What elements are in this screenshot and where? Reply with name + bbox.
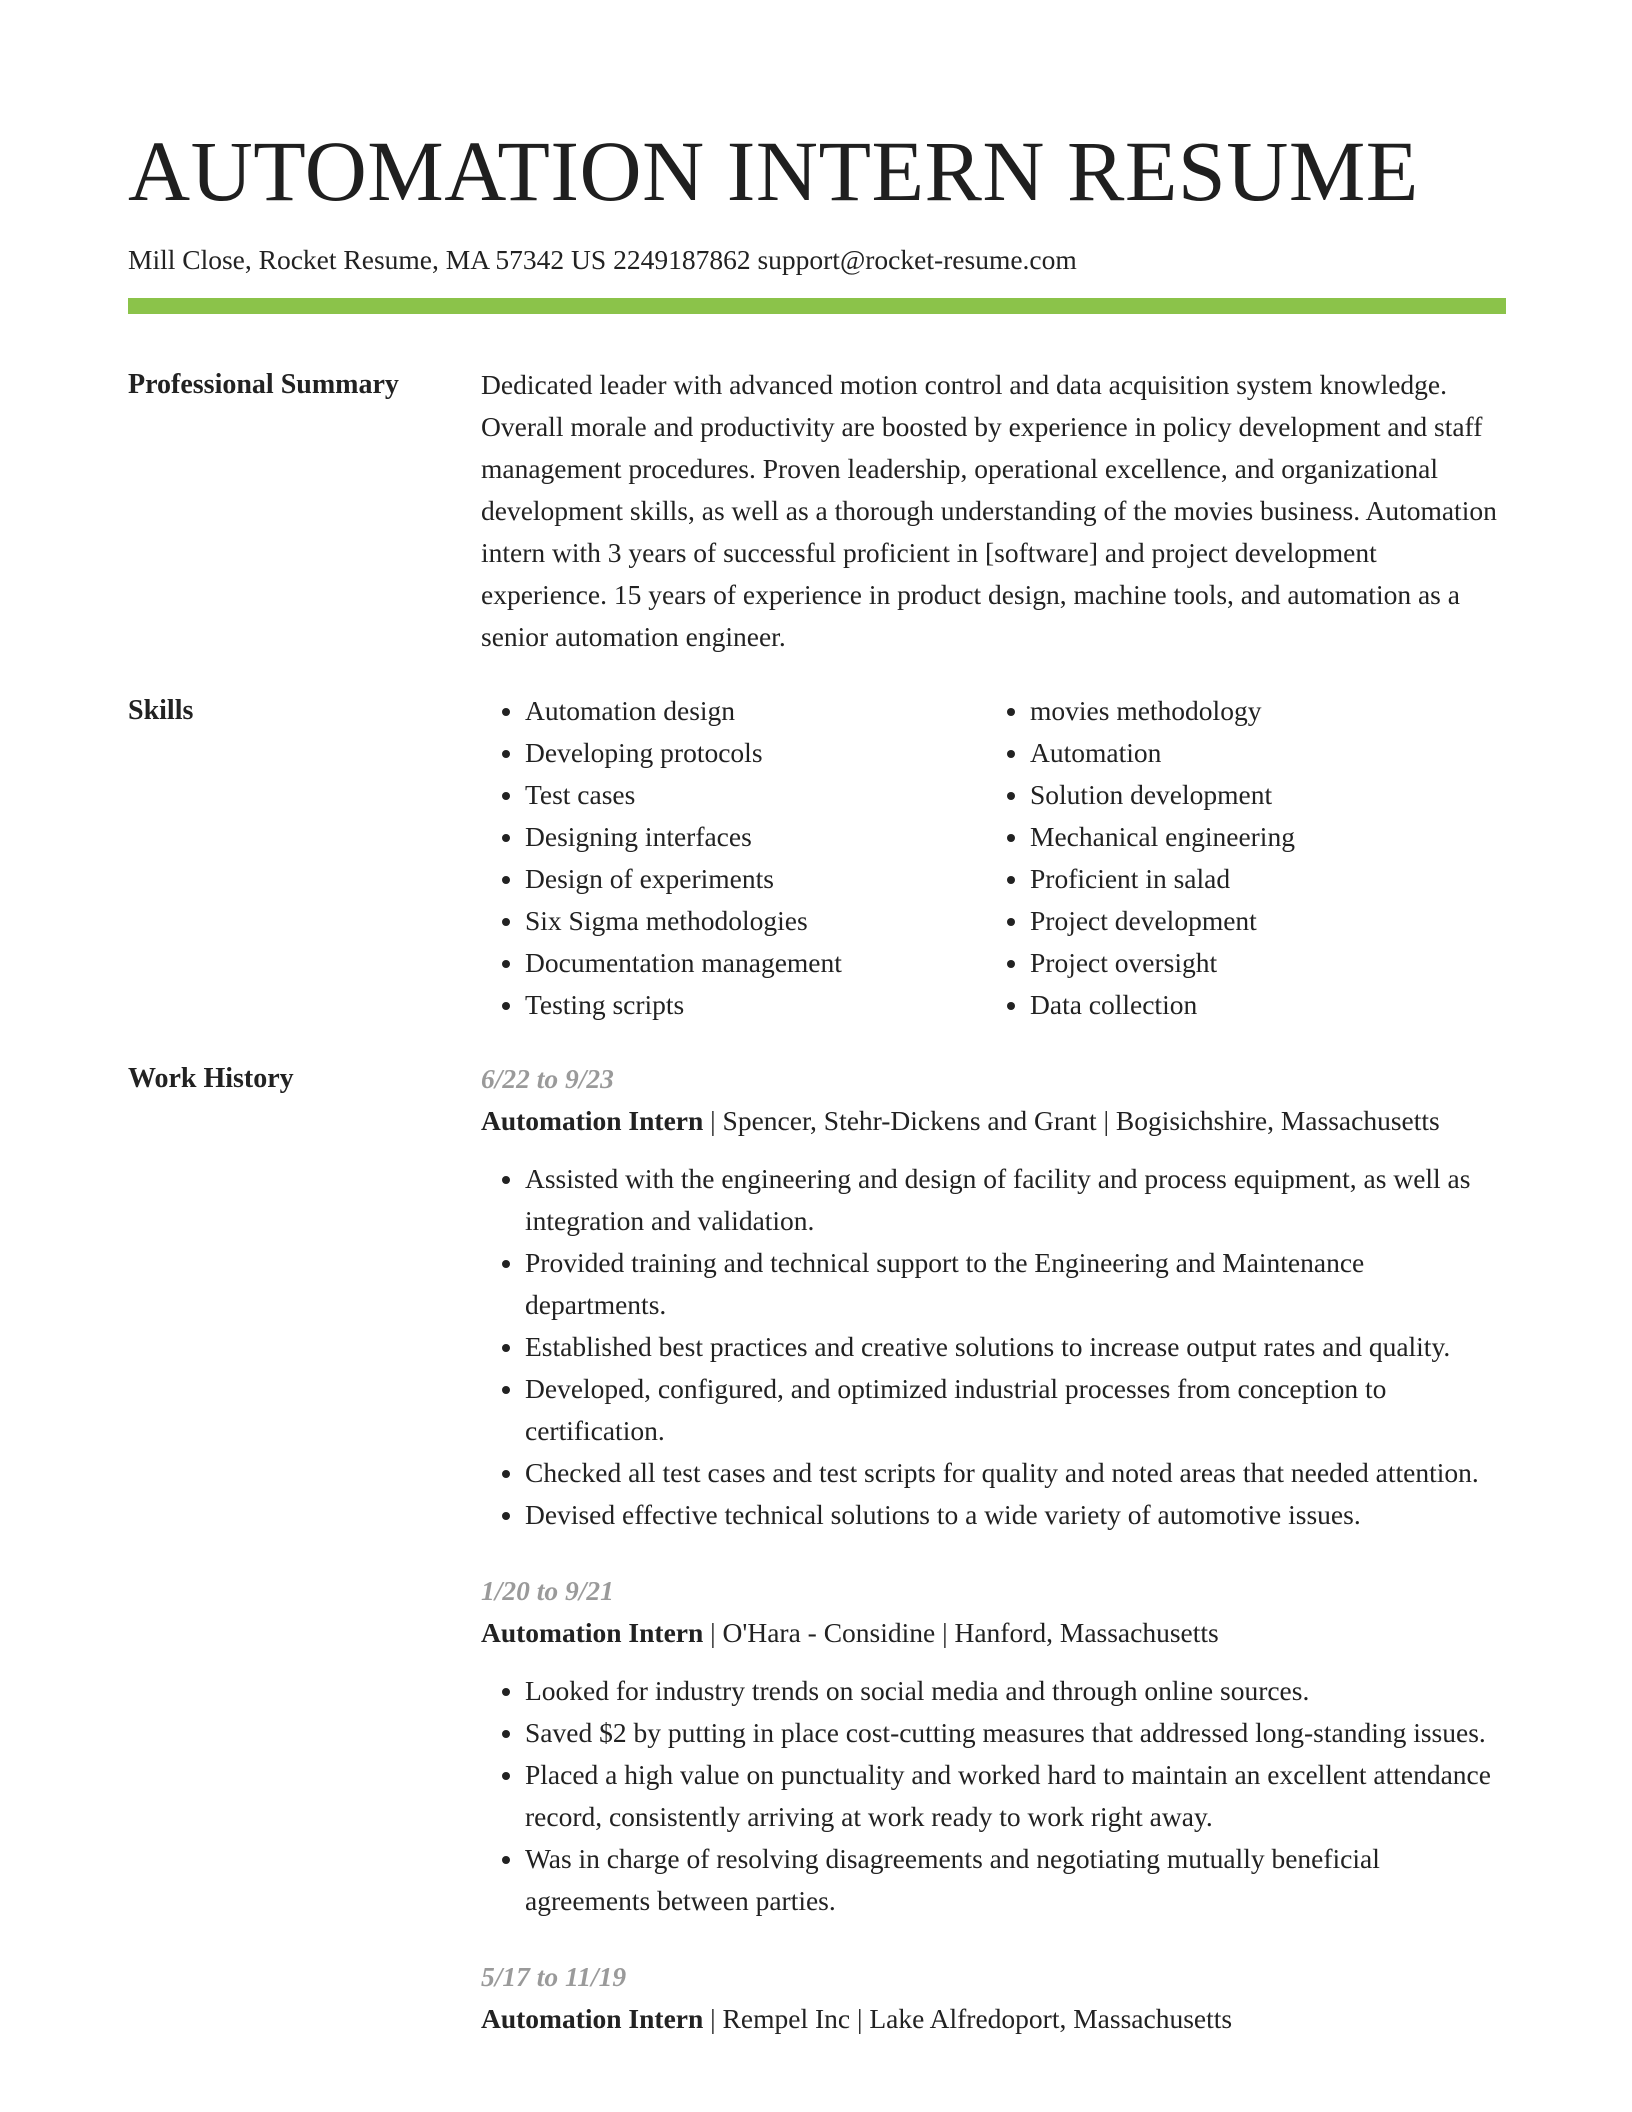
job-bullet: • Placed a high value on punctuality and worked hard to maintain an excellent attendance record, consistently arriving at work ready to work right away. — [525, 1754, 1506, 1838]
skills-list-left — [481, 690, 986, 1026]
job-bullet: • Provided training and technical support to the Engineering and Maintenance departments. — [525, 1242, 1506, 1326]
section-label-skills: Skills — [128, 695, 194, 726]
skill-item: • Test cases — [525, 774, 986, 816]
job-title: Automation Intern — [481, 2003, 704, 2034]
skill-item: • Proficient in salad — [1030, 858, 1491, 900]
section-label-summary: Professional Summary — [128, 369, 399, 400]
job-bullet: • Checked all test cases and test scripts for quality and noted areas that needed attention. — [525, 1452, 1506, 1494]
skill-item: • Design of experiments — [525, 858, 986, 900]
job-bullet: • Developed, configured, and optimized industrial processes from conception to certification. — [525, 1368, 1506, 1452]
job-employer-location: | Spencer, Stehr-Dickens and Grant | Bogisichshire, Massachusetts — [703, 1105, 1440, 1136]
job-bullet-list — [481, 1158, 1506, 1536]
job-bullet: • Devised effective technical solutions to a wide variety of automotive issues. — [525, 1494, 1506, 1536]
skill-item: • Mechanical engineering — [1030, 816, 1491, 858]
job-bullet: • Assisted with the engineering and design of facility and process equipment, as well as integration and validation. — [525, 1158, 1506, 1242]
skills-list-right — [986, 690, 1491, 1026]
job-heading — [481, 1100, 1506, 1142]
skill-item: • Developing protocols — [525, 732, 986, 774]
job-dates: 1/20 to 9/21 — [481, 1575, 614, 1606]
job-bullet: • Saved $2 by putting in place cost-cutting measures that addressed long-standing issues. — [525, 1712, 1506, 1754]
resume-page — [128, 0, 1506, 2074]
skills-section — [128, 690, 1506, 1026]
job-bullet: • Established best practices and creative solutions to increase output rates and quality. — [525, 1326, 1506, 1368]
work-history-section — [128, 1058, 1506, 2074]
skill-item: • movies methodology — [1030, 690, 1491, 732]
job-dates: 5/17 to 11/19 — [481, 1961, 627, 1992]
resume-title: AUTOMATION INTERN RESUME — [128, 123, 1419, 219]
skill-item: • Project development — [1030, 900, 1491, 942]
job-heading — [481, 1612, 1506, 1654]
skill-item: • Testing scripts — [525, 984, 986, 1026]
job-entry — [481, 1058, 1506, 1536]
job-dates: 6/22 to 9/23 — [481, 1063, 614, 1094]
job-heading — [481, 1998, 1506, 2040]
job-employer-location: | Rempel Inc | Lake Alfredoport, Massachusetts — [703, 2003, 1233, 2034]
skill-item: • Designing interfaces — [525, 816, 986, 858]
job-entry — [481, 1570, 1506, 1922]
job-title: Automation Intern — [481, 1617, 704, 1648]
job-bullet: • Was in charge of resolving disagreements and negotiating mutually beneficial agreements between parties. — [525, 1838, 1506, 1922]
job-title: Automation Intern — [481, 1105, 704, 1136]
job-employer-location: | O'Hara - Considine | Hanford, Massachusetts — [703, 1617, 1219, 1648]
summary-text: Dedicated leader with advanced motion control and data acquisition system knowledge. Overall morale and productivity are boosted by experience in policy development and staff management procedures. Proven leadership, operational excellence, and organizational development skills, as well as a thorough understanding of the movies business. Automation intern with 3 years of successful proficient in [software] and project development experience. 15 years of experience in product design, machine tools, and automation as a senior automation engineer. — [481, 369, 1497, 652]
contact-line: Mill Close, Rocket Resume, MA 57342 US 2249187862 support@rocket-resume.com — [128, 244, 1077, 275]
job-bullet-list — [481, 1670, 1506, 1922]
job-bullet: • Looked for industry trends on social media and through online sources. — [525, 1670, 1506, 1712]
section-label-work-history: Work History — [128, 1063, 294, 1094]
skill-item: • Automation — [1030, 732, 1491, 774]
skill-item: • Solution development — [1030, 774, 1491, 816]
skill-item: • Data collection — [1030, 984, 1491, 1026]
skill-item: • Documentation management — [525, 942, 986, 984]
skill-item: • Six Sigma methodologies — [525, 900, 986, 942]
skill-item: • Automation design — [525, 690, 986, 732]
professional-summary-section — [128, 364, 1506, 658]
skill-item: • Project oversight — [1030, 942, 1491, 984]
header-divider — [128, 298, 1506, 314]
job-entry — [481, 1956, 1506, 2040]
